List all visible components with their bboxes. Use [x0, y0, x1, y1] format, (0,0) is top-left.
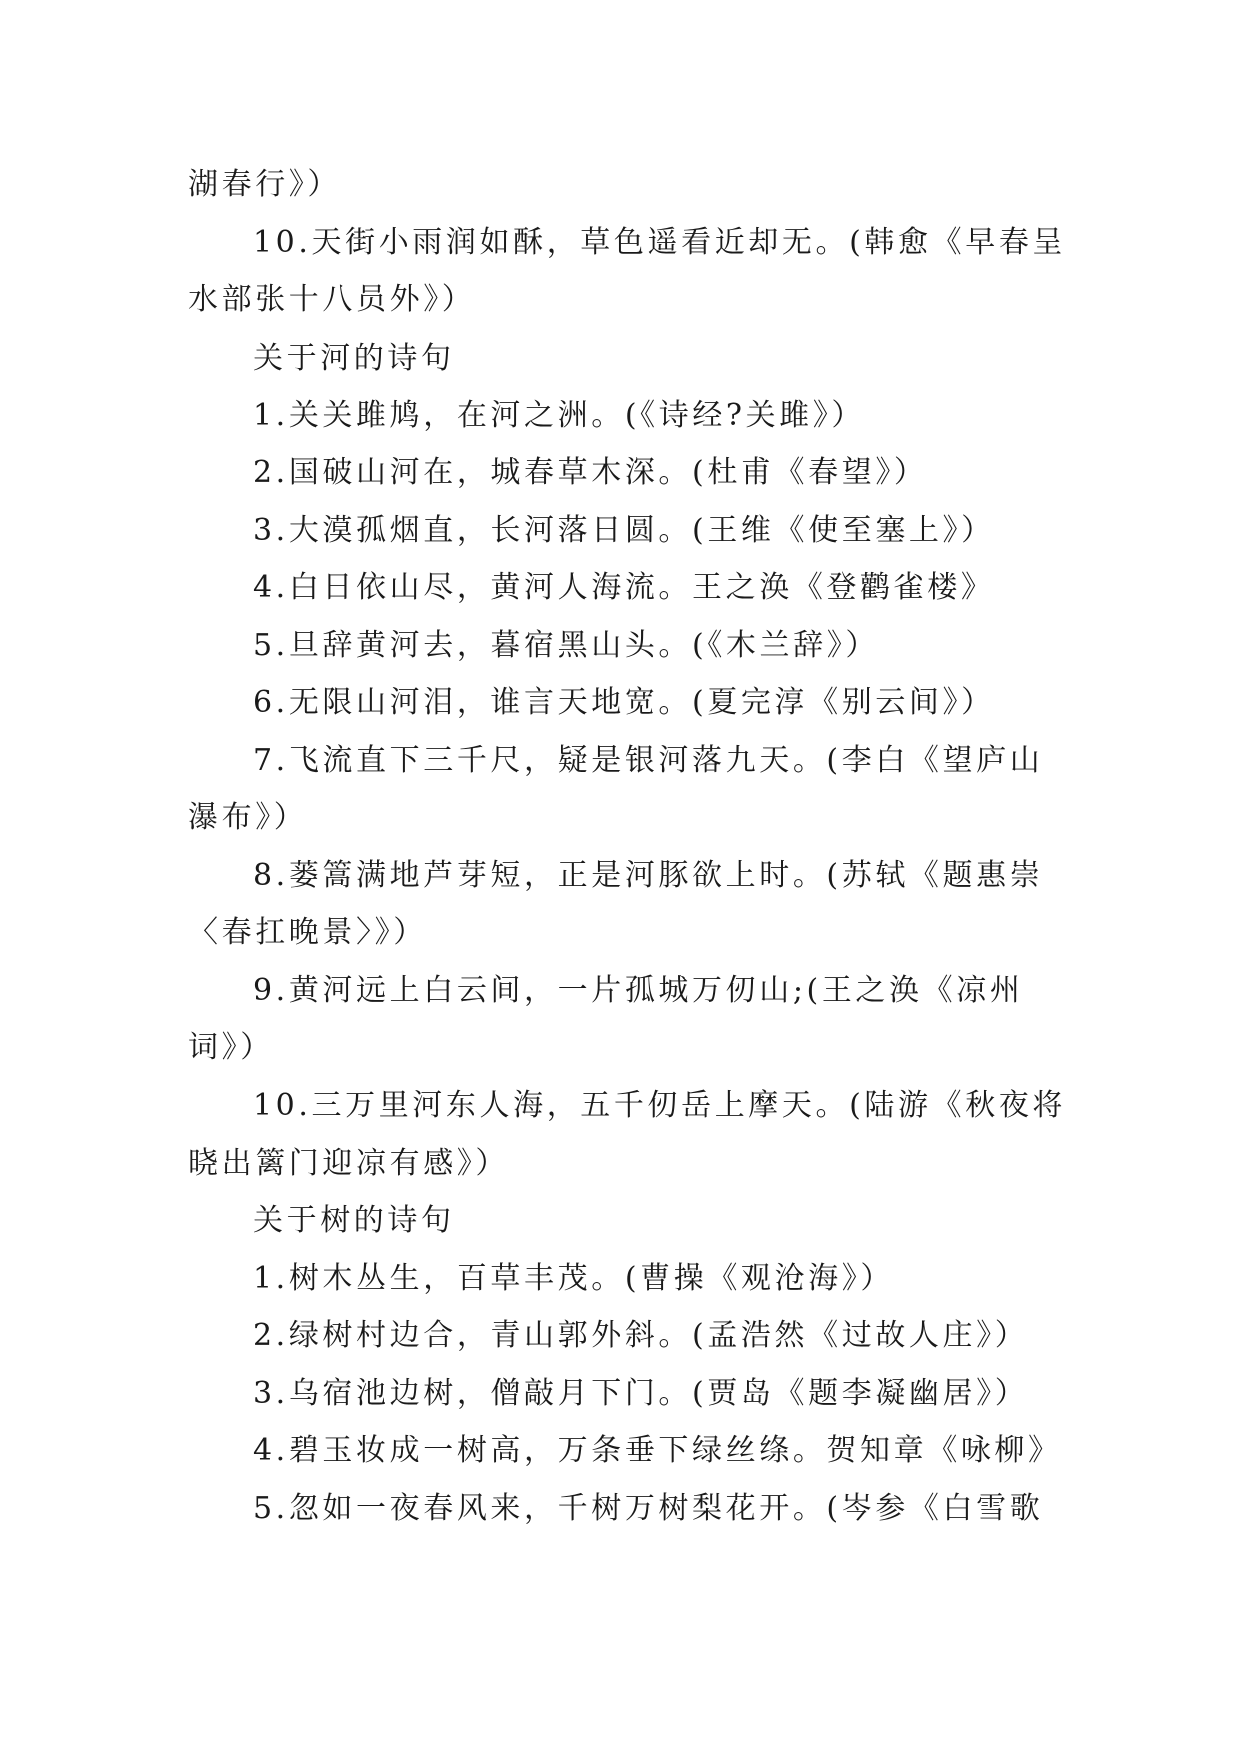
text-line: 瀑布》） — [188, 800, 308, 835]
text-line: 1.树木丛生，百草丰茂。(曹操《观沧海》） — [253, 1261, 894, 1296]
text-line: 3.大漠孤烟直，长河落日圆。(王维《使至塞上》） — [253, 513, 995, 548]
text-line: 4.碧玉妆成一树高，万条垂下绿丝绦。贺知章《咏柳》 — [253, 1433, 1062, 1468]
text-line: 8.蒌篙满地芦芽短，正是河豚欲上时。(苏轼《题惠崇 — [253, 858, 1044, 893]
text-line: 晓出篱门迎凉有感》） — [188, 1146, 509, 1181]
text-line: 10.三万里河东人海，五千仞岳上摩天。(陆游《秋夜将 — [253, 1088, 1067, 1123]
text-line: 2.国破山河在，城春草木深。(杜甫《春望》） — [253, 455, 928, 490]
text-line: 3.乌宿池边树，僧敲月下门。(贾岛《题李凝幽居》） — [253, 1376, 1029, 1411]
text-line: 9.黄河远上白云间，一片孤城万仞山;(王之涣《凉州 — [253, 973, 1024, 1008]
text-line: 1.关关雎鸠，在河之洲。(《诗经?关雎》） — [253, 398, 866, 433]
text-line: 〈春扛晚景〉》） — [188, 915, 427, 950]
text-line: 7.飞流直下三千尺，疑是银河落九天。(李白《望庐山 — [253, 743, 1044, 778]
section-heading: 关于树的诗句 — [253, 1203, 455, 1238]
text-line: 5.旦辞黄河去，暮宿黑山头。(《木兰辞》） — [253, 628, 879, 663]
text-line: 10.天街小雨润如酥，草色遥看近却无。(韩愈《早春呈 — [253, 225, 1067, 260]
text-line: 6.无限山河泪，谁言天地宽。(夏完淳《别云间》） — [253, 685, 995, 720]
text-line: 水部张十八员外》） — [188, 282, 476, 317]
text-line: 湖春行》） — [188, 167, 341, 202]
section-heading: 关于河的诗句 — [253, 341, 455, 376]
text-line: 5.忽如一夜春风来，千树万树梨花开。(岑参《白雪歌 — [253, 1491, 1044, 1526]
text-line: 2.绿树村边合，青山郭外斜。(孟浩然《过故人庄》） — [253, 1318, 1029, 1353]
text-line: 词》） — [188, 1030, 274, 1065]
text-line: 4.白日依山尽，黄河人海流。王之涣《登鹳雀楼》 — [253, 570, 995, 605]
